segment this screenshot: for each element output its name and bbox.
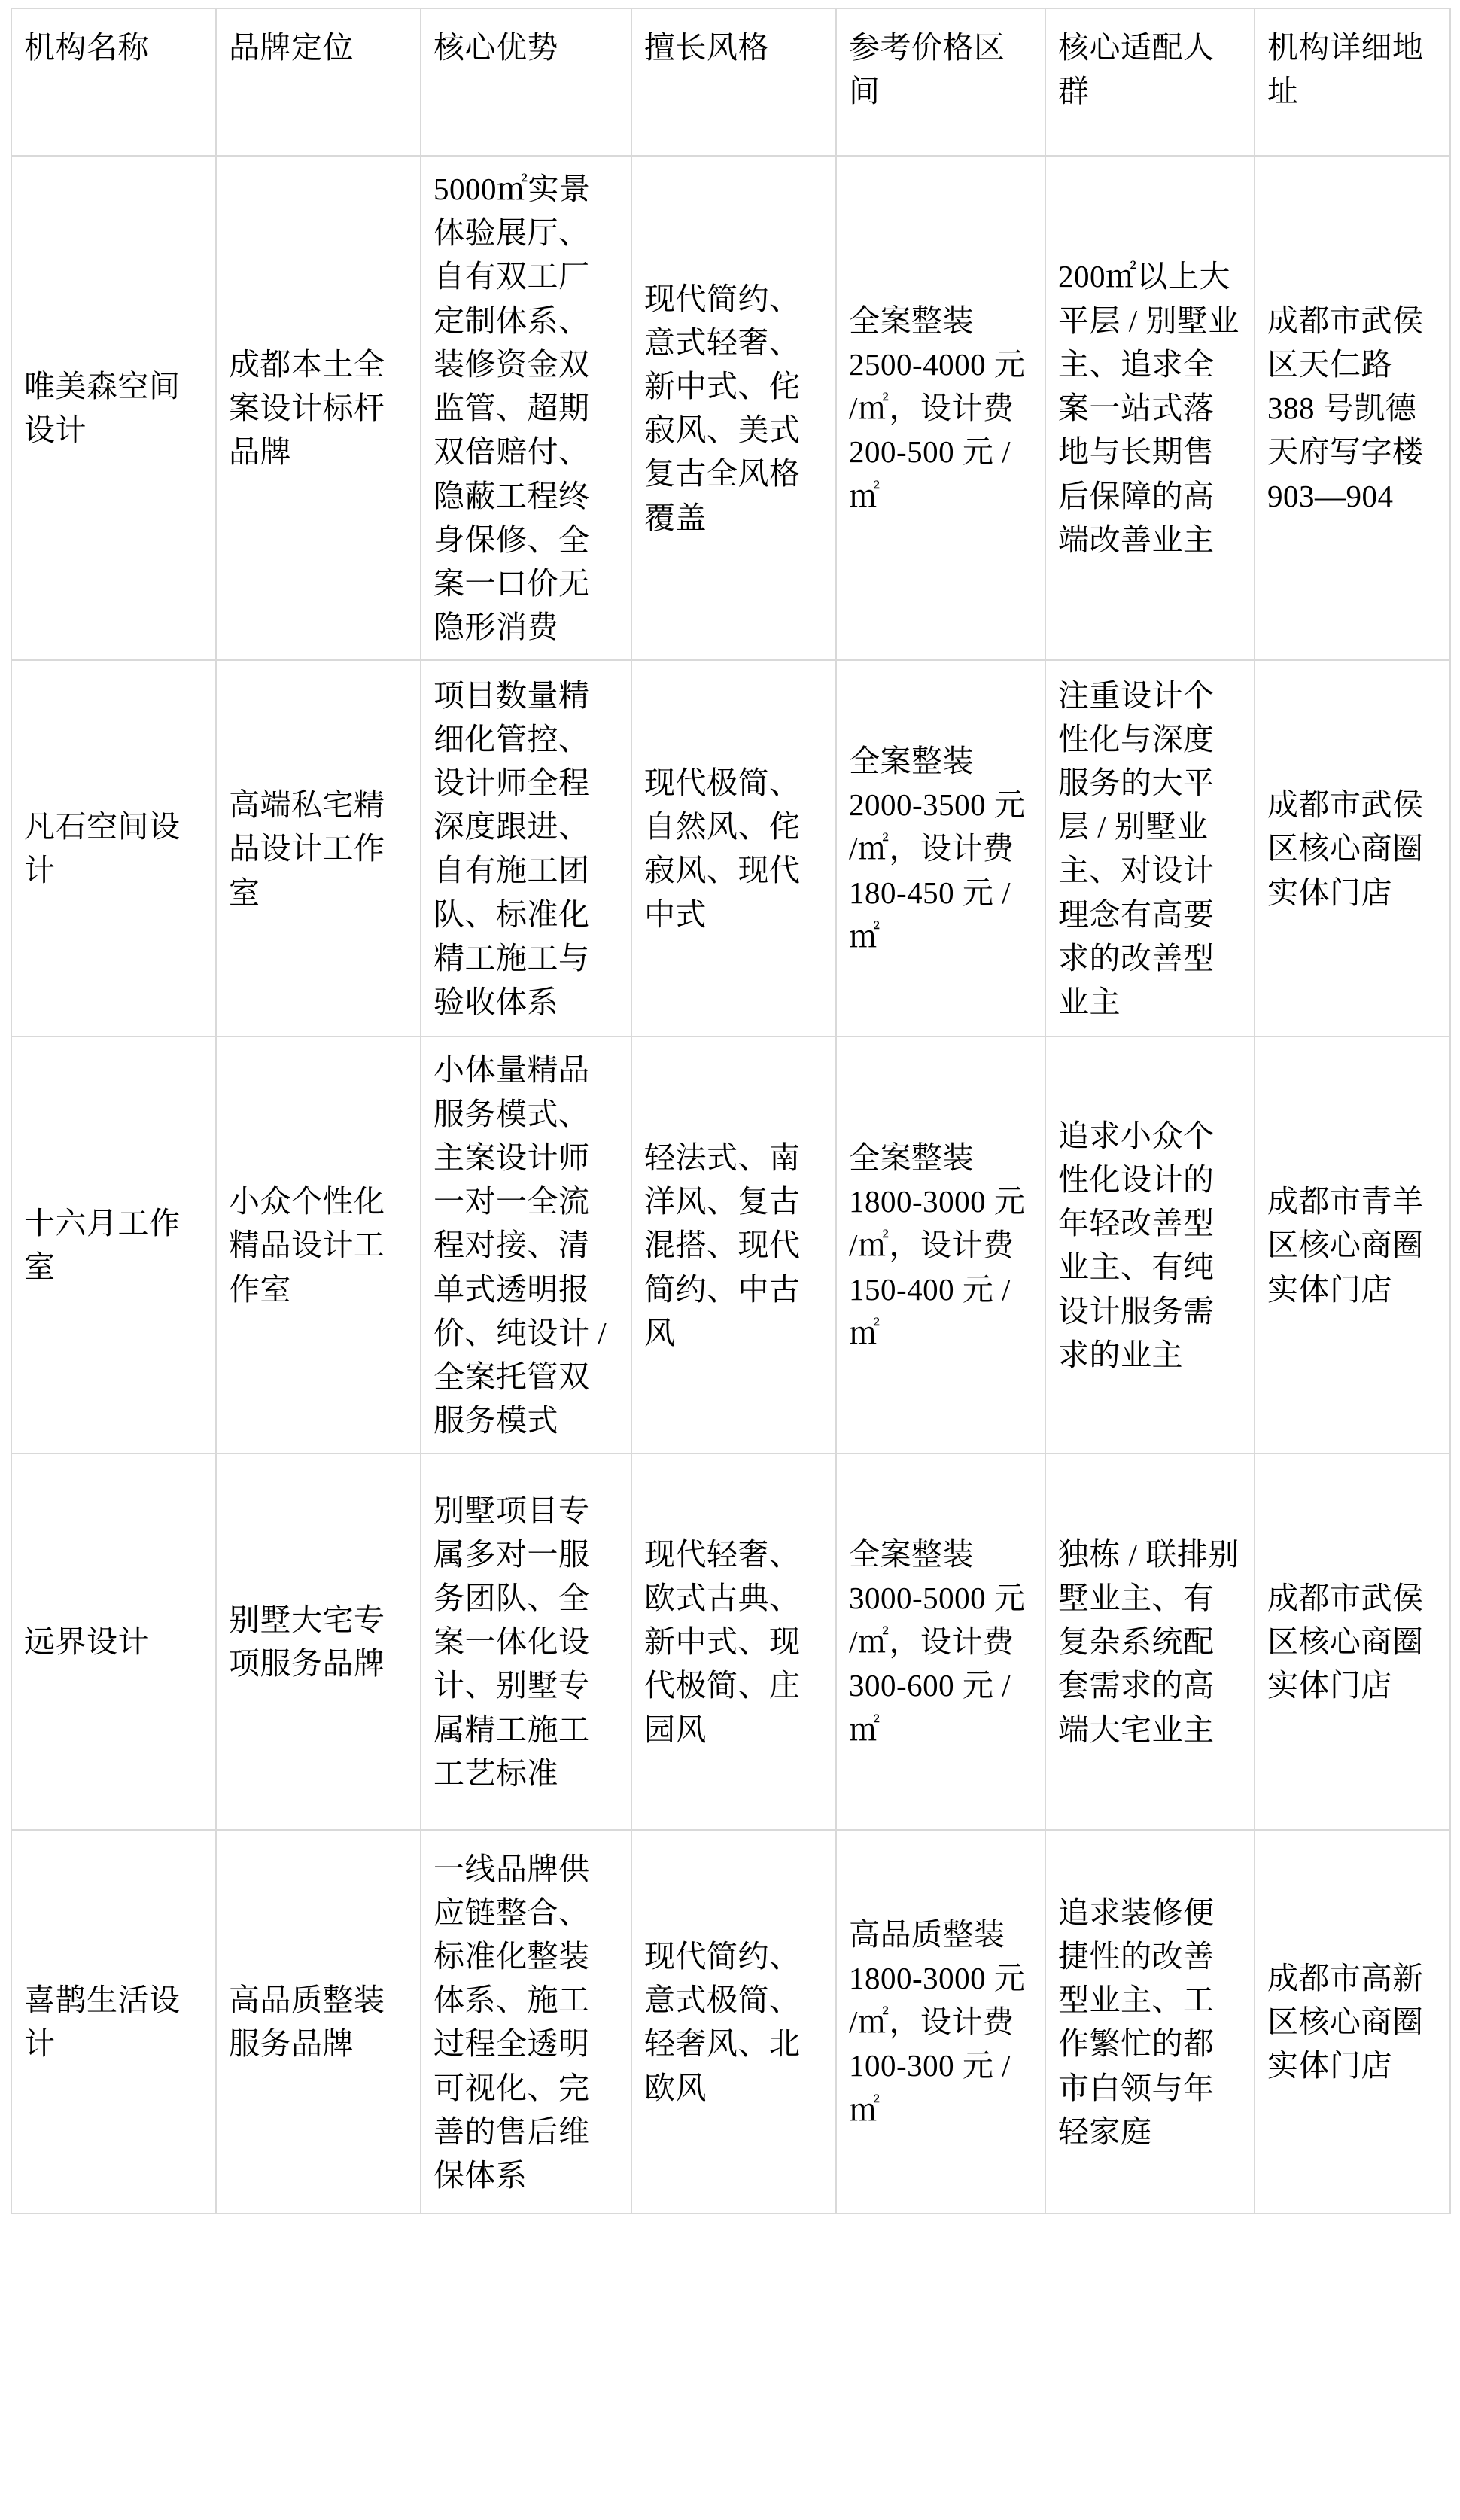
cell-name — [11, 1830, 216, 2214]
cell-address — [1255, 1036, 1450, 1453]
header-text: 品牌定位 — [229, 30, 354, 65]
column-header-advantages — [421, 8, 631, 156]
cell-price — [836, 1830, 1045, 2214]
column-header-address — [1255, 8, 1450, 156]
cell-styles — [631, 1453, 836, 1830]
table-row — [11, 1830, 1450, 2214]
column-header-audience — [1045, 8, 1255, 156]
cell-advantages — [421, 1036, 631, 1453]
cell-advantages — [421, 660, 631, 1036]
cell-positioning — [216, 156, 421, 660]
cell-advantages — [421, 1453, 631, 1830]
cell-text: 成都市高新区核心商圈实体门店 — [1267, 1961, 1424, 2083]
header-text: 擅长风格 — [644, 30, 769, 65]
cell-styles — [631, 156, 836, 660]
cell-text: 高品质整装服务品牌 — [229, 1983, 385, 2062]
cell-text: 全案整装 2000-3500 元 /㎡，设计费 180-450 元 /㎡ — [849, 743, 1026, 954]
cell-name — [11, 1453, 216, 1830]
cell-price — [836, 660, 1045, 1036]
column-header-positioning — [216, 8, 421, 156]
cell-text: 小众个性化精品设计工作室 — [229, 1184, 385, 1307]
cell-price — [836, 156, 1045, 660]
cell-name — [11, 660, 216, 1036]
cell-text: 现代极简、自然风、侘寂风、现代中式 — [644, 765, 801, 932]
cell-audience — [1045, 1453, 1255, 1830]
cell-text: 现代简约、意式极简、轻奢风、北欧风 — [644, 1938, 801, 2105]
cell-positioning — [216, 1036, 421, 1453]
cell-text: 追求装修便捷性的改善型业主、工作繁忙的都市白领与年轻家庭 — [1058, 1895, 1215, 2149]
cell-positioning — [216, 1830, 421, 2214]
cell-text: 小体量精品服务模式、主案设计师一对一全流程对接、清单式透明报价、纯设计 / 全案托管双服务模式 — [433, 1052, 607, 1438]
header-text: 参考价格区间 — [849, 30, 1005, 109]
cell-text: 高端私宅精品设计工作室 — [229, 787, 385, 910]
table-header — [11, 8, 1450, 156]
cell-text: 成都市武侯区核心商圈实体门店 — [1267, 1581, 1424, 1703]
cell-styles — [631, 1036, 836, 1453]
cell-text: 成都市武侯区核心商圈实体门店 — [1267, 787, 1424, 910]
header-text: 机构详细地址 — [1267, 30, 1424, 109]
cell-text: 别墅大宅专项服务品牌 — [229, 1602, 385, 1682]
cell-text: 注重设计个性化与深度服务的大平层 / 别墅业主、对设计理念有高要求的改善型业主 — [1058, 677, 1215, 1020]
cell-advantages — [421, 156, 631, 660]
cell-text: 项目数量精细化管控、设计师全程深度跟进、自有施工团队、标准化精工施工与验收体系 — [433, 677, 590, 1020]
cell-text: 200㎡以上大平层 / 别墅业主、追求全案一站式落地与长期售后保障的高端改善业主 — [1058, 259, 1239, 557]
cell-text: 全案整装 1800-3000 元 /㎡，设计费 150-400 元 /㎡ — [849, 1140, 1026, 1350]
cell-text: 成都市青羊区核心商圈实体门店 — [1267, 1184, 1424, 1307]
header-text: 核心适配人群 — [1058, 30, 1215, 109]
table-row — [11, 156, 1450, 660]
column-header-name — [11, 8, 216, 156]
cell-positioning — [216, 1453, 421, 1830]
cell-text: 成都本土全案设计标杆品牌 — [229, 346, 385, 470]
cell-text: 5000㎡实景体验展厅、自有双工厂定制体系、装修资金双监管、超期双倍赔付、隐蔽工程终身保修、全案一口价无隐形消费 — [433, 172, 591, 645]
cell-text: 别墅项目专属多对一服务团队、全案一体化设计、别墅专属精工施工工艺标准 — [433, 1493, 590, 1791]
cell-address — [1255, 660, 1450, 1036]
cell-address — [1255, 1453, 1450, 1830]
cell-name — [11, 156, 216, 660]
cell-text: 凡石空间设计 — [24, 809, 181, 888]
table-row — [11, 1036, 1450, 1453]
header-text: 核心优势 — [433, 30, 558, 65]
cell-price — [836, 1453, 1045, 1830]
cell-text: 追求小众个性化设计的年轻改善型业主、有纯设计服务需求的业主 — [1058, 1118, 1215, 1372]
cell-text: 远界设计 — [24, 1624, 149, 1660]
header-text: 机构名称 — [24, 30, 149, 65]
cell-audience — [1045, 660, 1255, 1036]
column-header-price — [836, 8, 1045, 156]
cell-text: 全案整装 3000-5000 元 /㎡，设计费 300-600 元 /㎡ — [849, 1536, 1026, 1747]
cell-text: 一线品牌供应链整合、标准化整装体系、施工过程全透明可视化、完善的售后维保体系 — [433, 1851, 590, 2193]
cell-audience — [1045, 156, 1255, 660]
cell-name — [11, 1036, 216, 1453]
cell-positioning — [216, 660, 421, 1036]
cell-audience — [1045, 1036, 1255, 1453]
cell-text: 全案整装 2500-4000 元 /㎡，设计费 200-500 元 /㎡ — [849, 303, 1026, 513]
cell-text: 十六月工作室 — [24, 1206, 181, 1285]
cell-text: 唯美森空间设计 — [24, 368, 181, 448]
cell-advantages — [421, 1830, 631, 2214]
agency-comparison-table — [11, 8, 1451, 2214]
cell-styles — [631, 660, 836, 1036]
cell-price — [836, 1036, 1045, 1453]
cell-text: 喜鹊生活设计 — [24, 1983, 181, 2062]
cell-styles — [631, 1830, 836, 2214]
cell-text: 轻法式、南洋风、复古混搭、现代简约、中古风 — [644, 1140, 801, 1350]
cell-text: 现代轻奢、欧式古典、新中式、现代极简、庄园风 — [644, 1536, 801, 1747]
cell-audience — [1045, 1830, 1255, 2214]
cell-address — [1255, 156, 1450, 660]
cell-text: 独栋 / 联排别墅业主、有复杂系统配套需求的高端大宅业主 — [1058, 1536, 1239, 1747]
cell-text: 成都市武侯区天仁路 388 号凯德天府写字楼 903—904 — [1267, 303, 1424, 513]
cell-text: 现代简约、意式轻奢、新中式、侘寂风、美式复古全风格覆盖 — [644, 281, 801, 535]
table-row — [11, 1453, 1450, 1830]
cell-text: 高品质整装 1800-3000 元 /㎡，设计费 100-300 元 /㎡ — [849, 1916, 1026, 2127]
table-body — [11, 156, 1450, 2214]
cell-address — [1255, 1830, 1450, 2214]
column-header-styles — [631, 8, 836, 156]
table-header-row — [11, 8, 1450, 156]
table-row — [11, 660, 1450, 1036]
